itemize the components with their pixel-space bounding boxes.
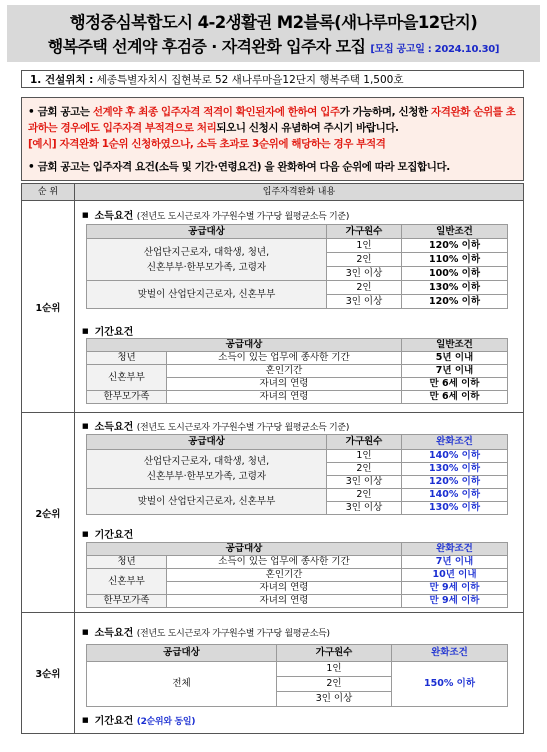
- period-value: 7년 이내: [402, 556, 508, 569]
- notice-emphasis: 자격완화 순위를 초과하는 경우에도 입주자격 부적격으로 처리: [28, 106, 516, 134]
- income-value: 100% 이하: [402, 267, 508, 281]
- square-bullet-icon: ■: [82, 327, 89, 335]
- rank-1-income-table: [86, 224, 508, 309]
- supply-header: 공급대상: [87, 543, 402, 556]
- household-cell: 2인: [327, 253, 402, 267]
- household-header: 가구원수: [327, 225, 402, 239]
- period-value: 만 6세 이하: [402, 378, 508, 391]
- period-value: 7년 이내: [402, 365, 508, 378]
- child-age-cell: 자녀의 연령: [167, 595, 402, 608]
- notice-emphasis: 선계약 후 최종 입주자격 적격이 확인된자에 한하여 입주: [92, 106, 340, 118]
- notice-box: [21, 97, 524, 181]
- income-note: (전년도 도시근로자 가구원수별 가구당 월평균소득 기준): [136, 212, 350, 222]
- income-value: 110% 이하: [402, 253, 508, 267]
- period-value: 만 9세 이하: [402, 582, 508, 595]
- rank-3-income-table: [86, 644, 508, 707]
- notice-bullet-2: [28, 159, 518, 175]
- rank-2-period-title: [82, 526, 133, 541]
- supply-header: 공급대상: [87, 225, 327, 239]
- household-cell: 2인: [327, 489, 402, 502]
- income-value: 130% 이하: [402, 502, 508, 515]
- period-value: 5년 이내: [402, 352, 508, 365]
- subtitle-text: 행복주택 선계약 후검증 · 자격완화 입주자 모집: [47, 37, 366, 56]
- group-b-cell: 맞벌이 산업단지근로자, 신혼부부: [87, 489, 327, 515]
- income-title: 소득요건: [94, 628, 134, 639]
- square-bullet-icon: ■: [82, 211, 89, 219]
- content-header: 입주자격완화 내용: [75, 184, 523, 201]
- period-title: 기간요건: [94, 530, 134, 541]
- marriage-cell: 혼인기간: [167, 365, 402, 378]
- household-header: 가구원수: [327, 435, 402, 450]
- household-cell: 3인 이상: [277, 692, 392, 707]
- household-cell: 3인 이상: [327, 502, 402, 515]
- household-cell: 2인: [327, 281, 402, 295]
- notice-date: [모집 공고일 : 2024.10.30]: [370, 44, 500, 55]
- income-title: 소득요건: [94, 422, 134, 433]
- household-cell: 2인: [327, 463, 402, 476]
- rank-2-income-table: [86, 434, 508, 515]
- site-value: 세종특별자치시 집현북로 52 새나루마을12단지 행복주택 1,500호: [96, 74, 404, 86]
- income-value: 130% 이하: [402, 463, 508, 476]
- household-cell: 3인 이상: [327, 295, 402, 309]
- group-a-line2: 신혼부부·한부모가족, 고령자: [146, 471, 267, 482]
- rank-1-period-title: [82, 323, 133, 338]
- income-value: 120% 이하: [402, 295, 508, 309]
- youth-cell: 청년: [87, 556, 167, 569]
- rank-divider: [22, 612, 523, 613]
- square-bullet-icon: ■: [82, 716, 89, 724]
- supply-header: 공급대상: [87, 435, 327, 450]
- general-header: 일반조건: [402, 339, 508, 352]
- square-bullet-icon: ■: [82, 530, 89, 538]
- square-bullet-icon: ■: [82, 628, 89, 636]
- household-header: 가구원수: [277, 645, 392, 662]
- relaxed-header: 완화조건: [402, 543, 508, 556]
- period-title: 기간요건: [94, 716, 134, 727]
- rank-2-income-title: [82, 418, 349, 433]
- household-cell: 1인: [327, 450, 402, 463]
- rank-header: 순 위: [22, 184, 75, 201]
- group-a-line1: 산업단지근로자, 대학생, 청년,: [143, 246, 270, 258]
- youth-desc: 소득이 있는 업무에 종사한 기간: [167, 352, 402, 365]
- group-a-line1: 산업단지근로자, 대학생, 청년,: [143, 456, 270, 467]
- requirements-table: [21, 183, 524, 734]
- household-cell: 1인: [327, 239, 402, 253]
- relaxed-header: 완화조건: [402, 435, 508, 450]
- youth-desc: 소득이 있는 업무에 종사한 기간: [167, 556, 402, 569]
- youth-cell: 청년: [87, 352, 167, 365]
- bullet-mark: •: [28, 161, 35, 173]
- child-age-cell: 자녀의 연령: [167, 378, 402, 391]
- child-age-cell: 자녀의 연령: [167, 582, 402, 595]
- income-value: 140% 이하: [402, 450, 508, 463]
- period-title: 기간요건: [94, 327, 134, 338]
- supply-header: 공급대상: [87, 339, 402, 352]
- household-cell: 3인 이상: [327, 267, 402, 281]
- income-value: 130% 이하: [402, 281, 508, 295]
- income-value: 120% 이하: [402, 476, 508, 489]
- notice-example: [예시] 자격완화 1순위 신청하였으나, 소득 초과로 3순위에 해당하는 경우 부적격: [28, 138, 386, 150]
- supply-header: 공급대상: [87, 645, 277, 662]
- period-value: 10년 이내: [402, 569, 508, 582]
- newlywed-cell: 신혼부부: [87, 365, 167, 391]
- site-location: [21, 70, 524, 88]
- rank-1-income-title: [82, 207, 349, 222]
- group-a-cell: [87, 239, 327, 281]
- income-title: 소득요건: [94, 211, 134, 222]
- income-note: (전년도 도시근로자 가구원수별 가구당 월평균소득): [136, 629, 330, 639]
- group-b-cell: 맞벌이 산업단지근로자, 신혼부부: [87, 281, 327, 309]
- square-bullet-icon: ■: [82, 422, 89, 430]
- household-cell: 3인 이상: [327, 476, 402, 489]
- period-note: (2순위와 동일): [136, 717, 196, 727]
- rank-divider: [22, 412, 523, 413]
- single-parent-cell: 한부모가족: [87, 595, 167, 608]
- rank-3-label: 3순위: [22, 613, 75, 733]
- general-header: 일반조건: [402, 225, 508, 239]
- single-parent-cell: 한부모가족: [87, 391, 167, 404]
- rank-1-period-table: [86, 338, 508, 404]
- rank-3-income-title: [82, 624, 330, 639]
- notice-bullet-1: [28, 104, 518, 152]
- period-value: 만 6세 이하: [402, 391, 508, 404]
- bullet-mark: •: [28, 106, 35, 118]
- group-a-line2: 신혼부부·한부모가족, 고령자: [146, 261, 267, 273]
- title-band: [7, 5, 540, 62]
- rank-2-period-table: [86, 542, 508, 608]
- household-cell: 1인: [277, 662, 392, 677]
- newlywed-cell: 신혼부부: [87, 569, 167, 595]
- notice-text: 가 가능하며, 신청한: [339, 106, 432, 118]
- group-a-cell: [87, 450, 327, 489]
- income-value: 150% 이하: [392, 662, 508, 707]
- rank-1-label: 1순위: [22, 201, 75, 412]
- child-age-cell: 자녀의 연령: [167, 391, 402, 404]
- notice-text: 금회 공고는 입주자격 요건(소득 및 기간·연령요건) 을 완화하여 다음 순위에 따라 모집합니다.: [37, 161, 450, 173]
- notice-text: 금회 공고는: [37, 106, 93, 118]
- rank-3-period-title: [82, 712, 195, 727]
- period-value: 만 9세 이하: [402, 595, 508, 608]
- income-note: (전년도 도시근로자 가구원수별 가구당 월평균소득 기준): [136, 423, 350, 433]
- income-value: 140% 이하: [402, 489, 508, 502]
- household-cell: 2인: [277, 677, 392, 692]
- all-cell: 전체: [87, 662, 277, 707]
- rank-2-label: 2순위: [22, 413, 75, 613]
- page-subtitle: [7, 34, 540, 57]
- marriage-cell: 혼인기간: [167, 569, 402, 582]
- notice-text: 되오니 신청시 유념하여 주시기 바랍니다.: [216, 122, 399, 134]
- site-label: 1. 건설위치 :: [30, 74, 94, 86]
- relaxed-header: 완화조건: [392, 645, 508, 662]
- page-title: 행정중심복합도시 4-2생활권 M2블록(새나루마을12단지): [69, 13, 478, 32]
- income-value: 120% 이하: [402, 239, 508, 253]
